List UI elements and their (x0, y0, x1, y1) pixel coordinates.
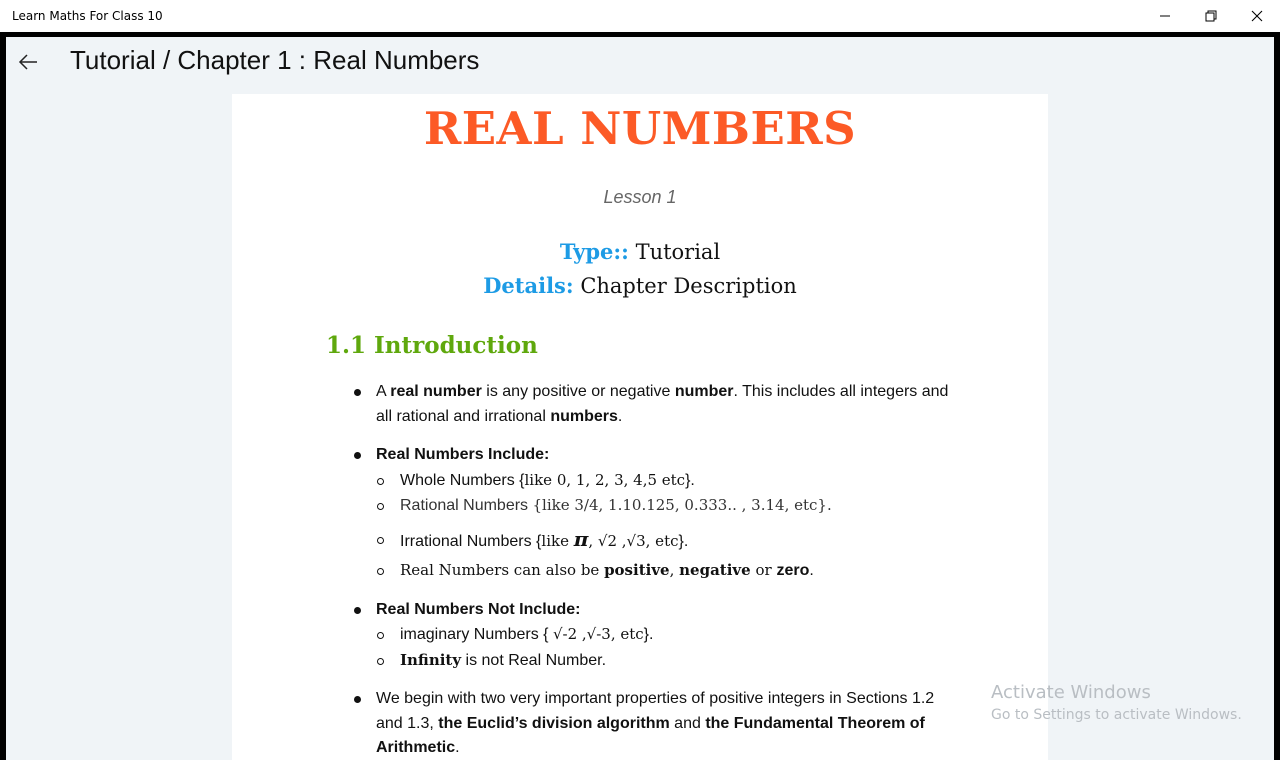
minimize-icon (1159, 10, 1171, 22)
bold-text: Infinity (400, 650, 462, 669)
lesson-content[interactable] (232, 94, 1048, 760)
text: We begin with two very important properties of positive integers in Sections 1.2 and 1.3, (376, 690, 935, 732)
text: . (455, 739, 460, 756)
text: Rational Numbers (400, 497, 533, 514)
sub-list-item (400, 493, 962, 519)
page-title: Tutorial / Chapter 1 : Real Numbers (70, 45, 480, 75)
details-label: Details: (483, 273, 574, 298)
window-title: Learn Maths For Class 10 (12, 9, 163, 23)
restore-button[interactable] (1188, 0, 1234, 32)
type-line (232, 239, 1048, 264)
list-item (352, 687, 962, 760)
type-value: Tutorial (628, 240, 721, 264)
bold-text: positive (604, 561, 670, 579)
sub-list-item (400, 558, 962, 584)
list-heading: Real Numbers Not Include: (376, 600, 581, 618)
text: . This includes all integers and all rational and irrational (376, 383, 949, 425)
text: or (750, 561, 777, 579)
text: }. (685, 471, 695, 489)
text: {like 3/4, 1.10.125, 0.333.. , 3.14, etc}. (532, 496, 832, 514)
minimize-button[interactable] (1142, 0, 1188, 32)
bold-text: zero (776, 562, 810, 579)
text: √-2 ,√-3, etc (552, 625, 644, 643)
activation-watermark (991, 682, 1242, 723)
text: Whole Numbers { (400, 471, 525, 489)
text: , √2 ,√3, etc (588, 531, 679, 550)
text: A (376, 383, 391, 400)
text: imaginary Numbers { (400, 626, 553, 643)
restore-icon (1205, 10, 1217, 22)
back-button[interactable] (12, 47, 44, 77)
text: }. (678, 532, 689, 550)
text: and (669, 714, 706, 732)
sub-list-item (400, 648, 962, 674)
text: Real Numbers can also be (400, 561, 605, 579)
details-value: Chapter Description (573, 274, 797, 298)
list-item (352, 443, 962, 584)
list-item (352, 380, 962, 429)
text: like (541, 531, 574, 550)
sub-list-item (400, 622, 962, 648)
app-window (6, 37, 1274, 760)
back-arrow-icon (18, 54, 38, 70)
lesson-title: REAL NUMBERS (423, 102, 857, 155)
bold-text: numbers (550, 407, 618, 425)
text: }. (643, 626, 654, 643)
text: is not Real Number. (461, 651, 607, 669)
bold-text: the Euclid’s division algorithm (438, 714, 670, 732)
text: , (669, 561, 680, 579)
pi-symbol: π (573, 526, 589, 551)
bold-text: real number (390, 383, 482, 400)
text: . (617, 407, 623, 425)
close-button[interactable] (1234, 0, 1280, 32)
details-line (232, 273, 1048, 298)
watermark-line-2: Go to Settings to activate Windows. (991, 707, 1242, 723)
text: like 0, 1, 2, 3, 4,5 etc (524, 470, 686, 489)
bullet-list (352, 380, 962, 760)
list-heading: Real Numbers Include: (376, 446, 550, 463)
sub-list-item (400, 468, 962, 494)
list-item (352, 598, 962, 674)
lesson-subtitle: Lesson 1 (603, 187, 677, 207)
text: is any positive or negative (481, 383, 675, 400)
page-header (6, 37, 1274, 87)
sub-list-item (400, 527, 962, 555)
bold-text: number (674, 383, 734, 400)
type-label: Type:: (559, 239, 629, 264)
text: . (809, 562, 814, 579)
watermark-line-1: Activate Windows (991, 682, 1151, 703)
text: Irrational Numbers { (400, 532, 542, 550)
section-title: 1.1 Introduction (326, 332, 538, 359)
bold-text: the Fundamental Theorem of Arithmetic (376, 714, 925, 756)
window-titlebar (0, 0, 1280, 32)
close-icon (1251, 10, 1263, 22)
bold-text: negative (679, 561, 751, 579)
